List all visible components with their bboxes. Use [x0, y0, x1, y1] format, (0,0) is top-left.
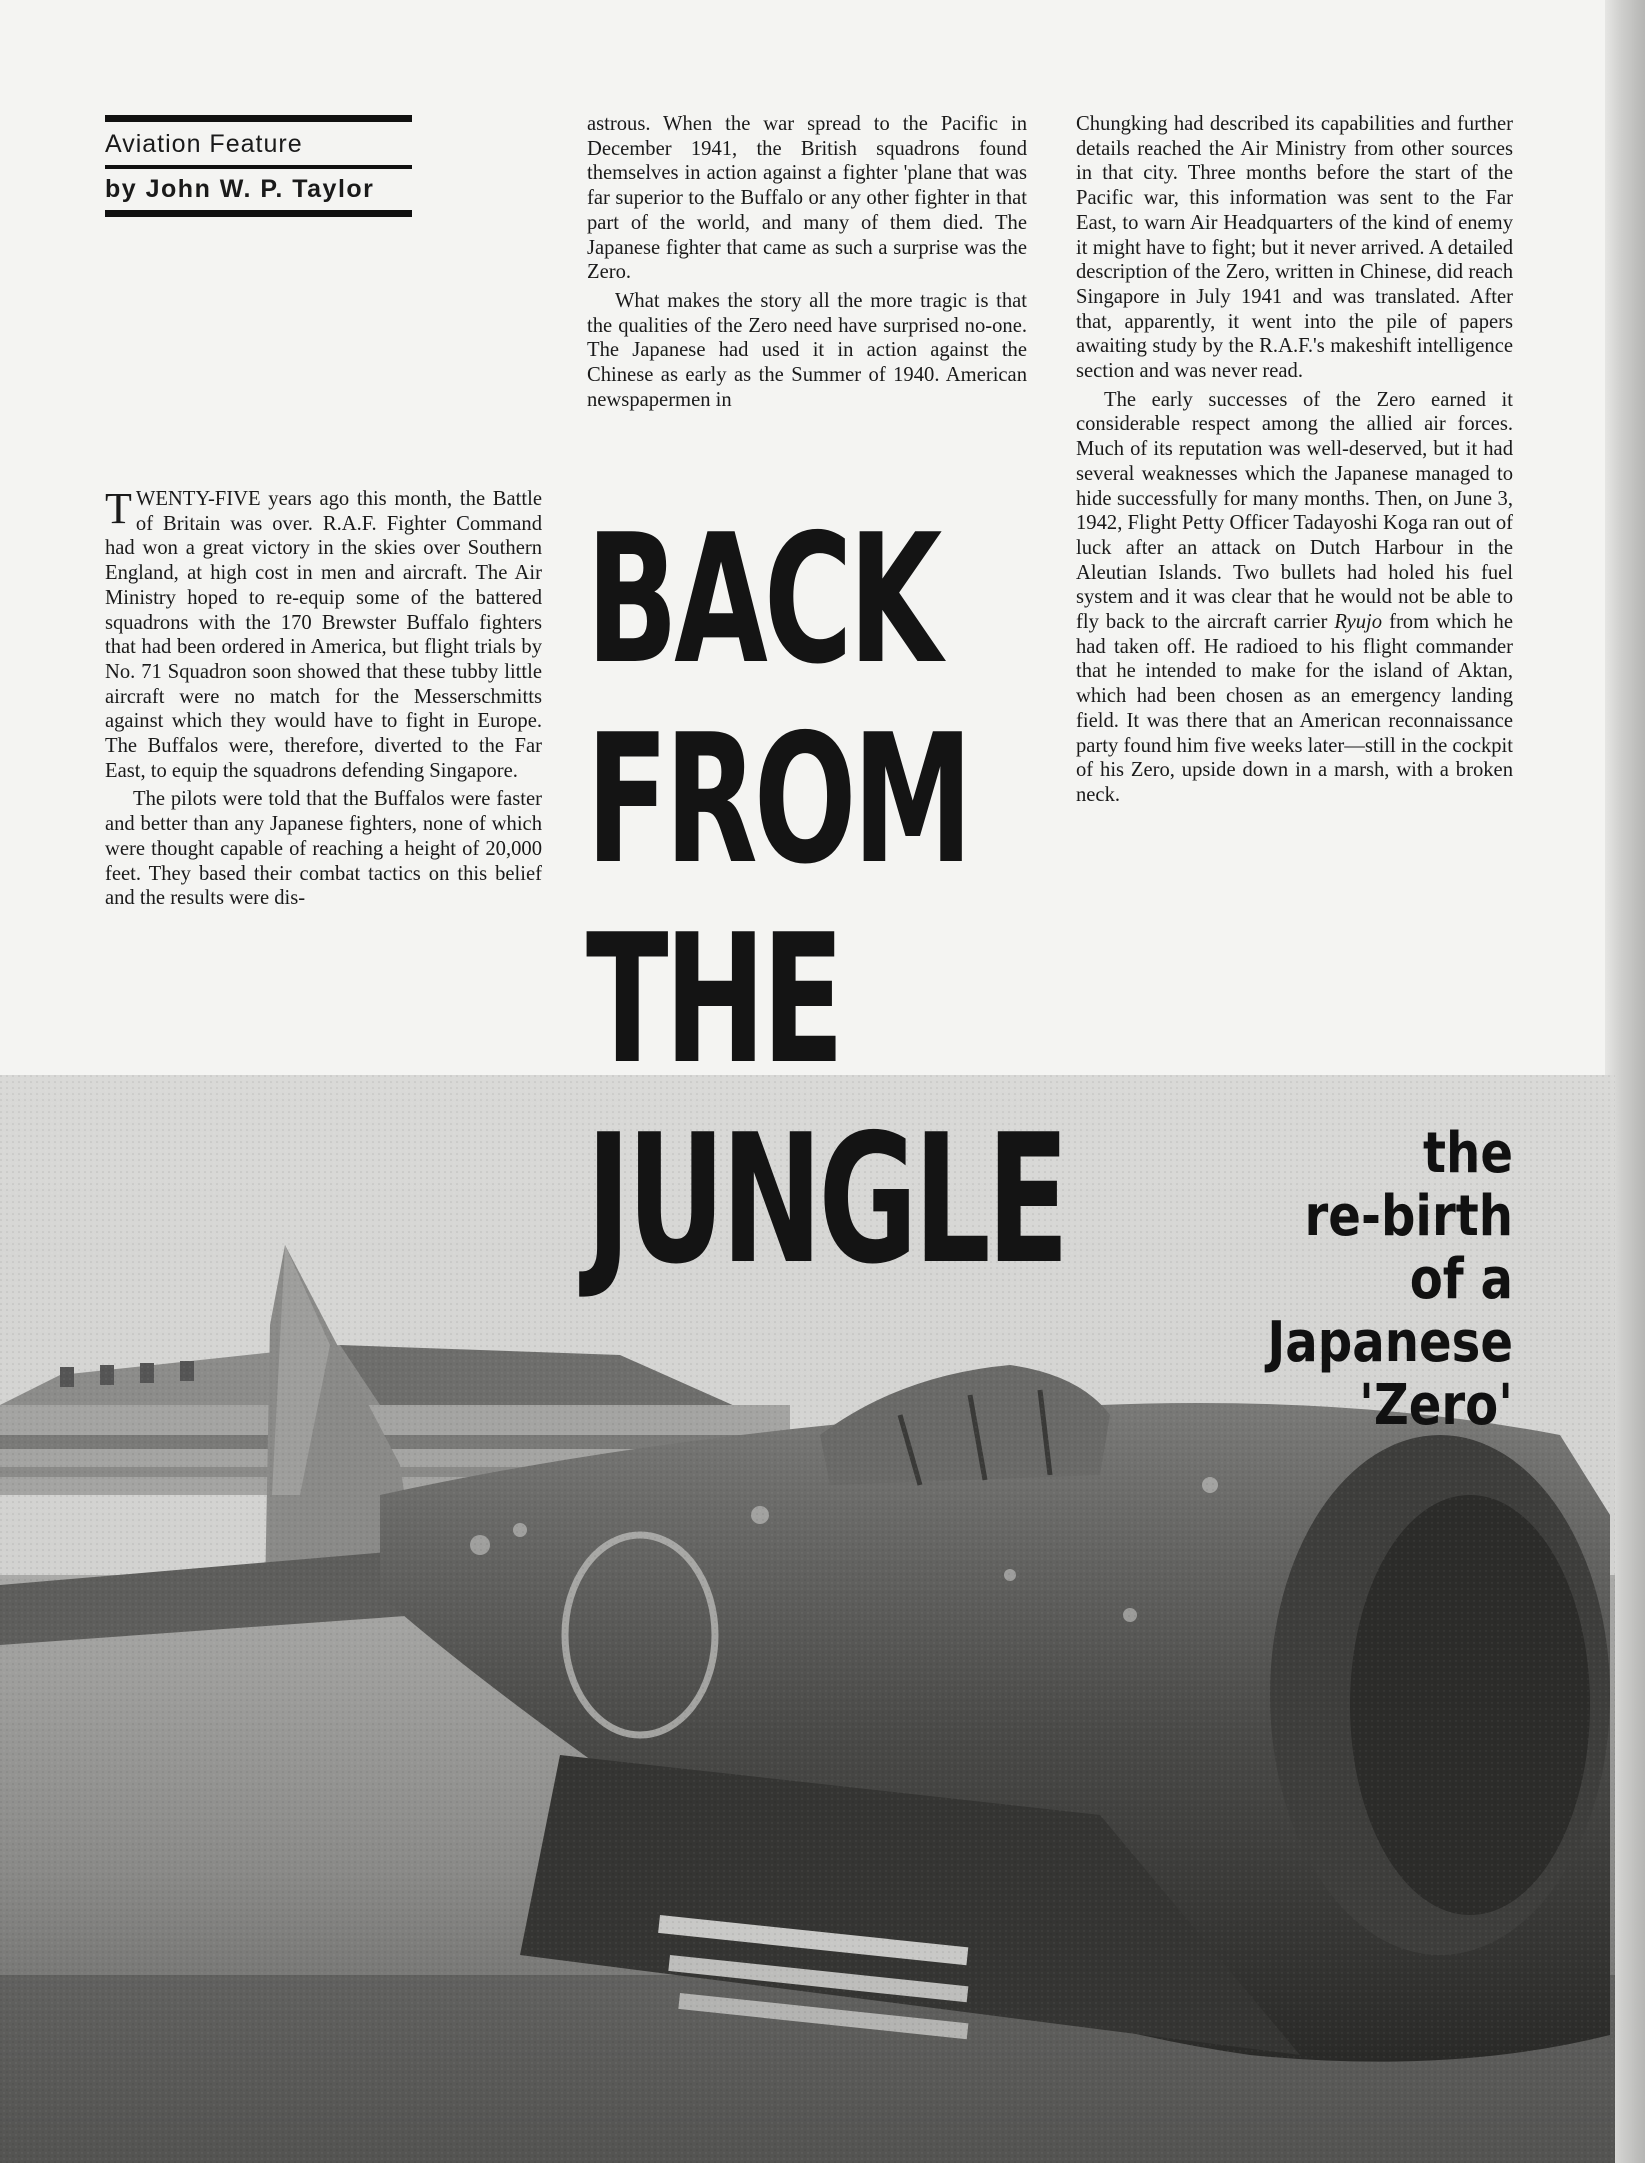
rule-top: [105, 115, 412, 122]
text-column-2: [587, 112, 1027, 412]
subtitle: [1153, 1122, 1513, 1437]
rule-bottom: [105, 210, 412, 217]
col1-paragraph-1-text: WENTY-FIVE years ago this month, the Battle of Britain was over. R.A.F. Fighter Command had won a great victory in the skies over Southern England, at high cost in men and aircraft. The Air Ministry hoped to re-equip some of the battered squadrons with the 170 Brewster Buffalo fighters that had been ordered in America, but flight trials by No. 71 Squadron soon showed that these tubby little aircraft were no match for the Messerschmitts against which they would have to fight in Europe. The Buffalos were, therefore, diverted to the Far East, to equip the squadrons defending Singapore.: [105, 488, 542, 782]
subtitle-line-5: 'Zero': [1359, 1373, 1513, 1438]
col3-paragraph-2-part-b: from which he had taken off. He radioed to his flight commander that he intended to make for the island of Aktan, which had been chosen as an emergency landing field. It was there that an American reconnaissance party found him five weeks later—still in the cockpit of his Zero, upside down in a marsh, with a broken neck.: [1076, 611, 1513, 806]
col3-paragraph-2: [1076, 388, 1513, 808]
headline-line-2: FROM: [586, 696, 969, 903]
text-column-1: [105, 484, 542, 911]
subtitle-line-2: re-birth: [1304, 1184, 1513, 1249]
headline-line-4: JUNGLE: [586, 1096, 1066, 1303]
subtitle-line-4: Japanese: [1267, 1310, 1513, 1375]
subtitle-line-1: the: [1423, 1121, 1513, 1186]
col3-paragraph-1: Chungking had described its capabilities and further details reached the Air Ministry from other sources in that city. Three months before the start of the Pacific war, this information was sent to the Far East, to warn Air Headquarters of the kind of enemy it might have to fight; but it never arrived. A detailed description of the Zero, written in Chinese, did reach Singapore in July 1941 and was translated. After that, apparently, it went into the pile of papers awaiting study by the R.A.F.'s makeshift intelligence section and was never read.: [1076, 113, 1513, 383]
headline-line-1: BACK: [586, 496, 939, 703]
ship-name: Ryujo: [1334, 611, 1383, 634]
headline-line-3: THE: [586, 896, 841, 1103]
subtitle-line-3: of a: [1409, 1247, 1513, 1312]
col2-paragraph-1: astrous. When the war spread to the Pacific in December 1941, the British squadrons found themselves in action against a fighter 'plane that was far superior to the Buffalo or any other fighter in that part of the world, and many of them died. The Japanese fighter that came as such a surprise was the Zero.: [587, 113, 1027, 284]
col1-paragraph-2: The pilots were told that the Buffalos were faster and better than any Japanese fighters, none of which were thought capable of reaching a height of 20,000 feet. They based their combat tactics on this belief and the results were dis-: [105, 788, 542, 910]
text-column-3: [1076, 112, 1513, 808]
byline: by John W. P. Taylor: [105, 175, 375, 203]
feature-kicker: Aviation Feature: [105, 130, 303, 158]
col1-paragraph-1: [105, 484, 542, 783]
col3-paragraph-2-part-a: The early successes of the Zero earned it considerable respect among the allied air forces. Much of its reputation was well-deserved, but it had several weaknesses which the Japanese managed to hide successfully for many months. Then, on June 3, 1942, Flight Petty Officer Tadayoshi Koga ran out of luck after an attack on Dutch Harbour in the Aleutian Islands. Two bullets had holed his fuel system and it was clear that he would not be able to fly back to the aircraft carrier: [1076, 388, 1513, 634]
headline: [586, 496, 1066, 1303]
feature-label: [105, 115, 412, 217]
drop-cap: T: [105, 484, 132, 533]
col2-paragraph-2: What makes the story all the more tragic is that the qualities of the Zero need have surprised no-one. The Japanese had used it in action against the Chinese as early as the Summer of 1940. American newspapermen in: [587, 289, 1027, 411]
